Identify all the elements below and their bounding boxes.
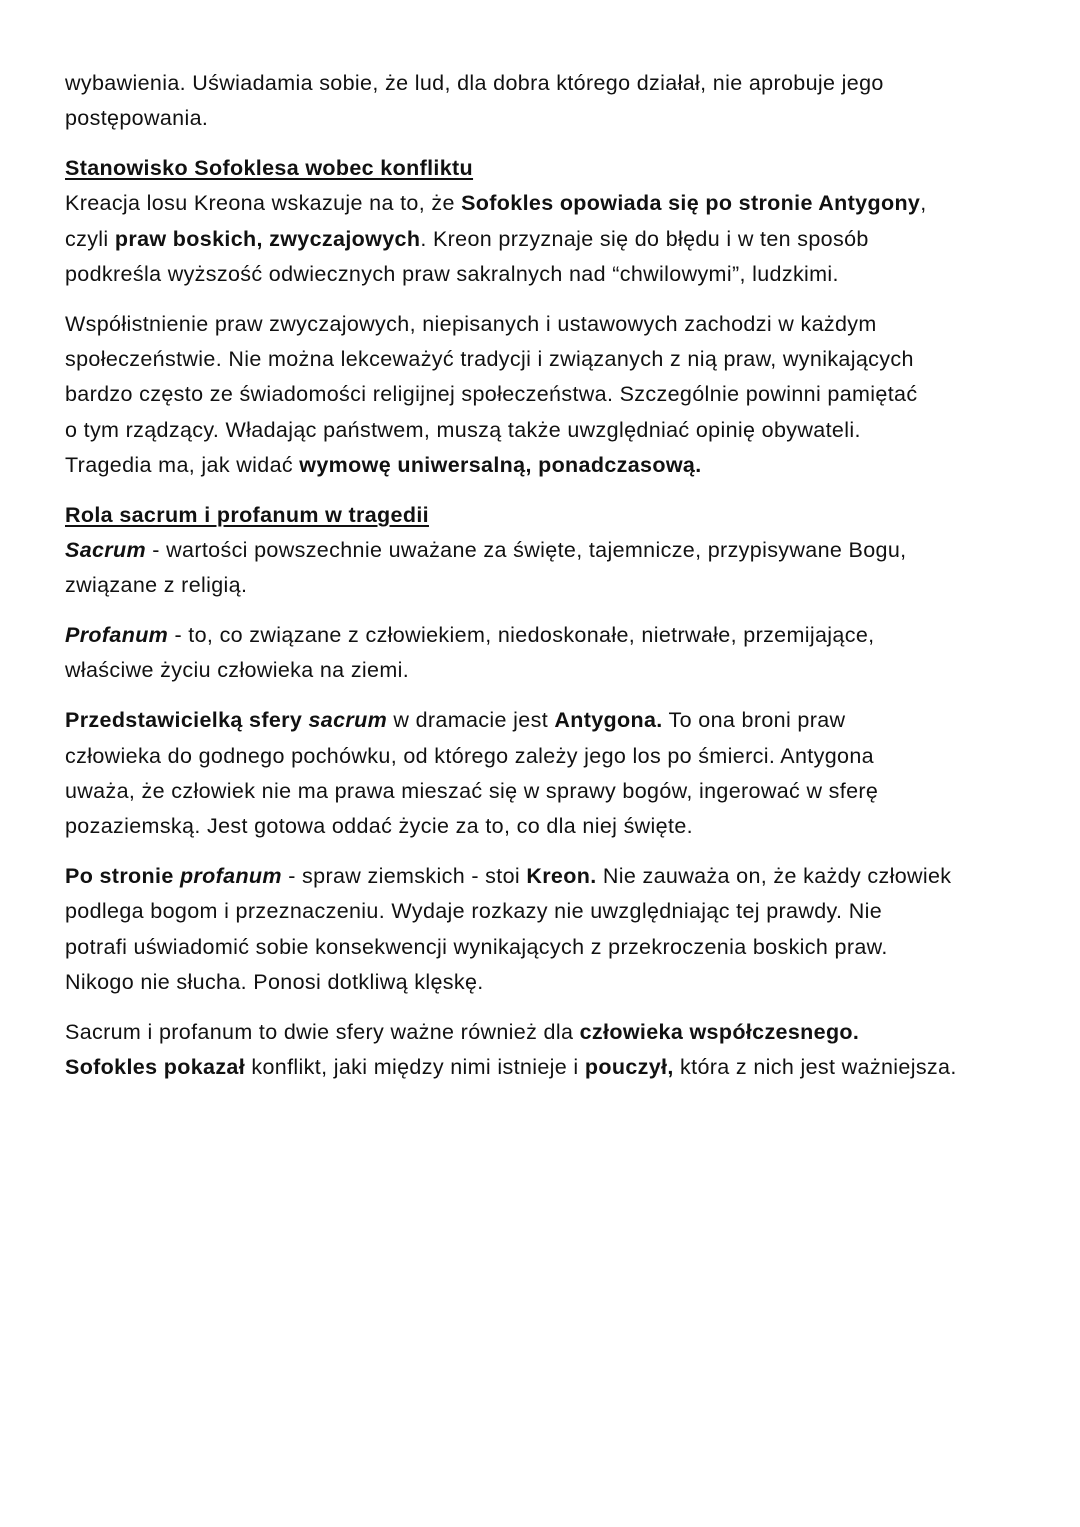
body-text: społeczeństwie. Nie można lekceważyć tradycji i związanych z nią praw, wynikających (65, 347, 914, 372)
text-line (65, 257, 1055, 292)
body-text: postępowania. (65, 106, 209, 131)
text-line (65, 377, 1055, 412)
text-line (65, 498, 1055, 533)
paragraph (65, 1015, 1055, 1086)
body-text: uważa, że człowiek nie ma prawa mieszać się w sprawy bogów, ingerować w sferę (65, 778, 879, 803)
text-line (65, 151, 1055, 186)
text-line (65, 739, 1055, 774)
text-line (65, 568, 1055, 603)
text-line (65, 618, 1055, 653)
body-text: Sacrum i profanum to dwie sfery ważne również dla (65, 1019, 580, 1044)
body-text: związane z religią. (65, 573, 248, 598)
section-heading: Stanowisko Sofoklesa wobec konfliktu (65, 156, 474, 181)
body-text: bardzo często ze świadomości religijnej społeczeństwa. Szczególnie powinni pamiętać (65, 382, 918, 407)
text-line (65, 965, 1055, 1000)
body-text: To ona broni praw (662, 708, 846, 733)
text-line (65, 222, 1055, 257)
body-text: właściwe życiu człowieka na ziemi. (65, 658, 410, 683)
text-line (65, 1050, 1055, 1085)
paragraph (65, 859, 1055, 1000)
body-text: Kreacja losu Kreona wskazuje na to, że (65, 191, 462, 216)
body-text: czyli (65, 226, 115, 251)
body-text: wybawienia. Uświadamia sobie, że lud, dla dobra którego działał, nie aprobuje jego (65, 71, 884, 95)
paragraph (65, 618, 1055, 689)
emphasis-text: profanum (179, 863, 282, 888)
body-text: Nie zauważa on, że każdy człowiek (596, 863, 952, 888)
emphasis-text: Antygona. (554, 708, 663, 733)
emphasis-text: pouczył, (584, 1054, 674, 1079)
body-text: potrafi uświadomić sobie konsekwencji wynikających z przekroczenia boskich praw. (65, 934, 888, 959)
emphasis-text: Sacrum (65, 538, 146, 563)
section-heading: Rola sacrum i profanum w tragedii (65, 502, 429, 527)
body-text: o tym rządzący. Władając państwem, muszą także uwzględniać opinię obywateli. (65, 417, 861, 442)
emphasis-text: praw boskich, zwyczajowych (114, 226, 421, 251)
body-text: . Kreon przyznaje się do błędu i w ten sposób (420, 226, 869, 251)
emphasis-text: Profanum (65, 623, 169, 648)
text-line (65, 342, 1055, 377)
body-text: w dramacie jest (387, 708, 555, 733)
body-text: , (920, 191, 927, 216)
body-text: - to, co związane z człowiekiem, niedoskonałe, nietrwałe, przemijające, (168, 623, 875, 648)
paragraph (65, 498, 1055, 604)
text-line (65, 413, 1055, 448)
emphasis-text: Sofokles pokazał (65, 1054, 246, 1079)
text-line (65, 859, 1055, 894)
text-line (65, 307, 1055, 342)
text-line (65, 809, 1055, 844)
body-text: konflikt, jaki między nimi istnieje i (245, 1054, 585, 1079)
text-line (65, 66, 1055, 101)
emphasis-text: Przedstawicielką sfery (65, 708, 309, 733)
text-line (65, 774, 1055, 809)
text-line (65, 894, 1055, 929)
paragraph (65, 66, 1055, 137)
emphasis-text: Po stronie (65, 863, 180, 888)
emphasis-text: człowieka współczesnego. (579, 1019, 860, 1044)
paragraph (65, 703, 1055, 844)
document-page (65, 66, 1055, 1100)
emphasis-text: wymowę uniwersalną, ponadczasową. (299, 452, 702, 477)
paragraph (65, 307, 1055, 483)
text-line (65, 1015, 1055, 1050)
text-line (65, 533, 1055, 568)
body-text: Tragedia ma, jak widać (65, 452, 300, 477)
text-line (65, 186, 1055, 221)
body-text: pozaziemską. Jest gotowa oddać życie za to, co dla niej święte. (65, 814, 693, 839)
body-text: która z nich jest ważniejsza. (673, 1054, 957, 1079)
text-line (65, 101, 1055, 136)
body-text: - spraw ziemskich - stoi (281, 863, 527, 888)
body-text: podlega bogom i przeznaczeniu. Wydaje rozkazy nie uwzględniając tej prawdy. Nie (65, 899, 883, 924)
text-line (65, 653, 1055, 688)
body-text: człowieka do godnego pochówku, od którego zależy jego los po śmierci. Antygona (65, 743, 874, 768)
body-text: Nikogo nie słucha. Ponosi dotkliwą klęskę. (65, 969, 484, 994)
text-line (65, 448, 1055, 483)
body-text: - wartości powszechnie uważane za święte, tajemnicze, przypisywane Bogu, (145, 538, 907, 563)
text-line (65, 703, 1055, 738)
body-text: Współistnienie praw zwyczajowych, niepisanych i ustawowych zachodzi w każdym (65, 311, 877, 336)
emphasis-text: sacrum (308, 708, 388, 733)
emphasis-text: Sofokles opowiada się po stronie Antygony (461, 191, 921, 216)
body-text: podkreśla wyższość odwiecznych praw sakralnych nad “chwilowymi”, ludzkimi. (65, 261, 839, 286)
text-line (65, 930, 1055, 965)
paragraph (65, 151, 1055, 292)
emphasis-text: Kreon. (526, 863, 597, 888)
